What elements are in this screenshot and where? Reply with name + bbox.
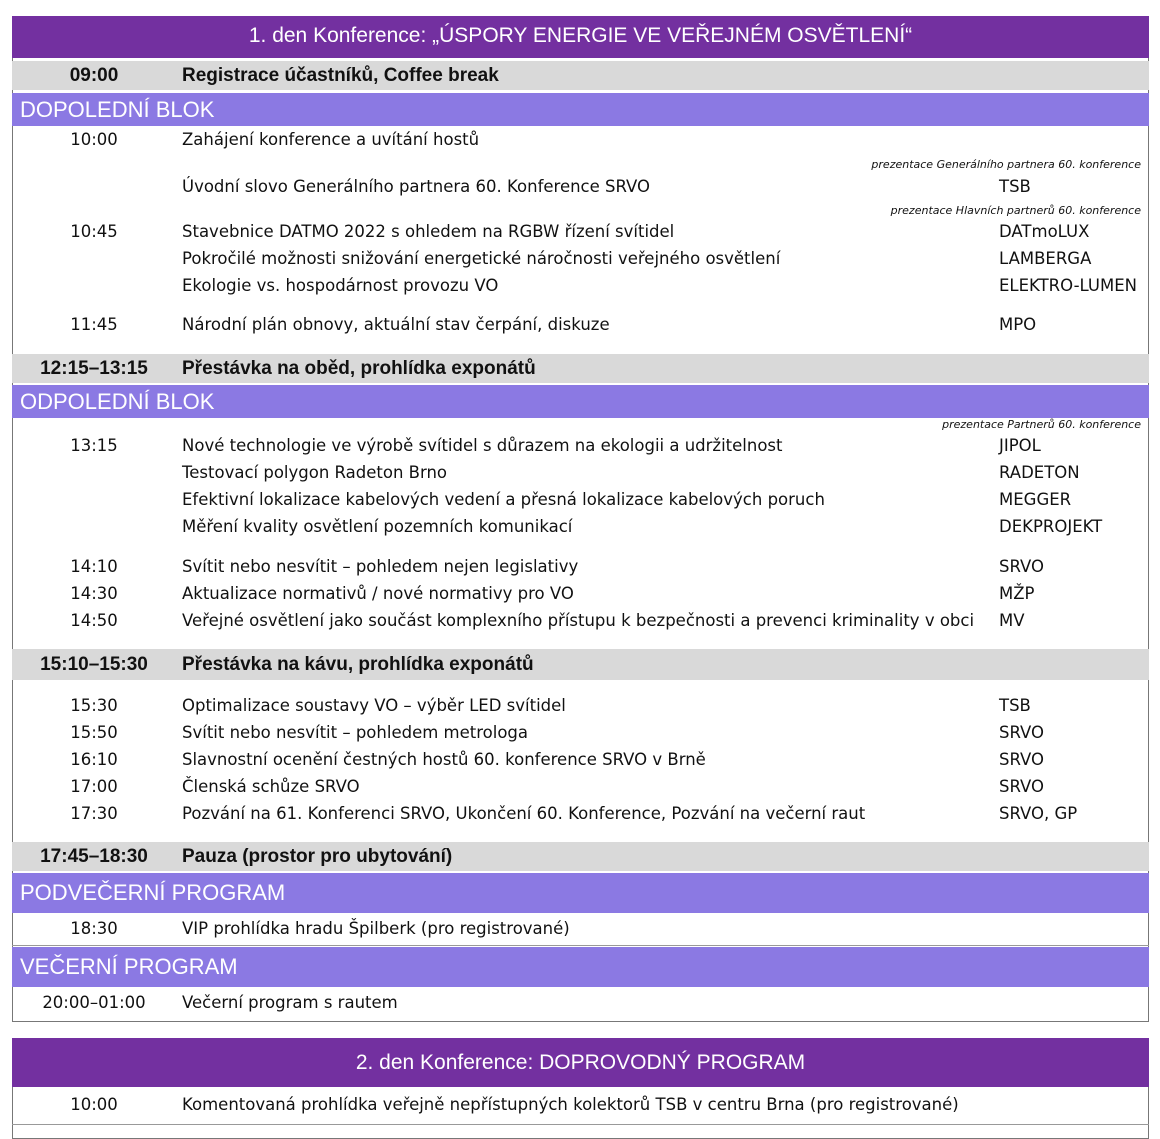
time: 14:50 [70,611,118,630]
activity: Registrace účastníků, Coffee break [182,65,499,86]
time: 14:30 [70,584,118,603]
time: 17:45–18:30 [40,846,148,867]
program-row [12,993,1149,1019]
time: 09:00 [69,65,119,86]
note-main-partners: prezentace Hlavních partnerů 60. konference [890,204,1141,217]
activity: Testovací polygon Radeton Brno [182,463,448,482]
time: 12:15–13:15 [40,358,148,379]
activity: Ekologie vs. hospodárnost provozu VO [182,276,499,295]
organization: MŽP [999,584,1035,603]
activity: Efektivní lokalizace kabelových vedení a přesná lokalizace kabelových poruch [182,490,825,509]
program-row [12,315,1149,341]
morning-block-heading: DOPOLEDNÍ BLOK [12,93,1149,126]
activity: Měření kvality osvětlení pozemních komunikací [182,517,573,536]
program-row [12,490,1149,516]
program-row [12,1095,1149,1121]
organization: LAMBERGA [999,249,1092,268]
note-general-partner: prezentace Generálního partnera 60. konference [871,158,1141,171]
organization: ELEKTRO-LUMEN [999,276,1137,295]
program-row [12,777,1149,803]
organization: SRVO [999,777,1045,796]
time: 10:00 [70,1095,118,1114]
program-row [12,222,1149,248]
activity: Přestávka na kávu, prohlídka exponátů [182,654,534,675]
activity: Pauza (prostor pro ubytování) [182,846,453,867]
program-row [12,750,1149,776]
evening-pre-heading: PODVEČERNÍ PROGRAM [12,873,1149,913]
afternoon-block-heading: ODPOLEDNÍ BLOK [12,385,1149,418]
time: 15:50 [70,723,118,742]
activity: Úvodní slovo Generálního partnera 60. Konference SRVO [182,177,651,196]
program-row [12,130,1149,156]
activity: Nové technologie ve výrobě svítidel s důrazem na ekologii a udržitelnost [182,436,783,455]
organization: SRVO [999,750,1045,769]
organization: TSB [999,177,1031,196]
activity: Stavebnice DATMO 2022 s ohledem na RGBW řízení svítidel [182,222,675,241]
program-row [12,557,1149,583]
organization: JIPOL [999,436,1041,455]
time: 18:30 [70,919,118,938]
program-row [12,249,1149,275]
divider [12,1124,1149,1125]
activity: Aktualizace normativů / nové normativy pro VO [182,584,574,603]
activity: Pokročilé možnosti snižování energetické náročnosti veřejného osvětlení [182,249,781,268]
program-row [12,584,1149,610]
organization: RADETON [999,463,1080,482]
divider [12,945,1149,946]
time: 17:00 [70,777,118,796]
note-partners: prezentace Partnerů 60. konference [942,418,1141,431]
time: 16:10 [70,750,118,769]
time: 20:00–01:00 [42,993,146,1012]
organization: SRVO [999,557,1045,576]
activity: Optimalizace soustavy VO – výběr LED svítidel [182,696,566,715]
activity: Svítit nebo nesvítit – pohledem nejen legislativy [182,557,579,576]
organization: TSB [999,696,1031,715]
activity: Večerní program s rautem [182,993,398,1012]
program-row [12,696,1149,722]
activity: Svítit nebo nesvítit – pohledem metrologa [182,723,529,742]
program-row [12,723,1149,749]
day1-title: 1. den Konference: „ÚSPORY ENERGIE VE VEŘEJNÉM OSVĚTLENÍ“ [12,16,1149,58]
activity: Komentovaná prohlídka veřejně nepřístupných kolektorů TSB v centru Brna (pro registrované) [182,1095,959,1114]
organization: DATmoLUX [999,222,1090,241]
day2-title: 2. den Konference: DOPROVODNÝ PROGRAM [12,1038,1149,1087]
pause-row [12,842,1149,871]
organization: SRVO, GP [999,804,1078,823]
activity: VIP prohlídka hradu Špilberk (pro registrované) [182,919,570,938]
program-row [12,177,1149,203]
activity: Přestávka na oběd, prohlídka exponátů [182,358,536,379]
program-row [12,804,1149,830]
activity: Pozvání na 61. Konferenci SRVO, Ukončení 60. Konference, Pozvání na večerní raut [182,804,866,823]
activity: Veřejné osvětlení jako součást komplexního přístupu k bezpečnosti a prevenci kriminality v obci [182,611,975,630]
coffee-break-row [12,649,1149,680]
lunch-break-row [12,354,1149,383]
organization: DEKPROJEKT [999,517,1103,536]
program-row [12,276,1149,302]
time: 10:45 [70,222,118,241]
program-row [12,919,1149,945]
activity: Slavnostní ocenění čestných hostů 60. konference SRVO v Brně [182,750,706,769]
program-row [12,463,1149,489]
time: 10:00 [70,130,118,149]
organization: MPO [999,315,1037,334]
time: 15:30 [70,696,118,715]
program-row [12,611,1149,637]
registration-row [12,61,1149,90]
time: 15:10–15:30 [40,654,148,675]
time: 17:30 [70,804,118,823]
program-row [12,517,1149,543]
activity: Členská schůze SRVO [182,777,360,796]
evening-heading: VEČERNÍ PROGRAM [12,947,1149,987]
time: 14:10 [70,557,118,576]
time: 13:15 [70,436,118,455]
time: 11:45 [70,315,118,334]
activity: Zahájení konference a uvítání hostů [182,130,480,149]
program-row [12,436,1149,462]
organization: SRVO [999,723,1045,742]
activity: Národní plán obnovy, aktuální stav čerpání, diskuze [182,315,610,334]
organization: MV [999,611,1025,630]
organization: MEGGER [999,490,1072,509]
